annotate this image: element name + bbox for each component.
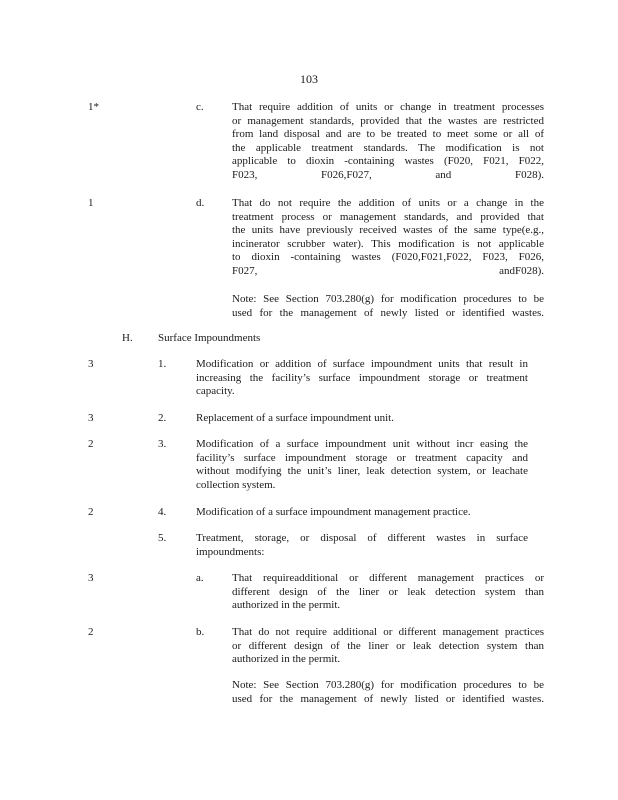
permit-class: 2 (88, 626, 94, 638)
text-line: Modification of a surface impoundment management practice. (196, 506, 471, 518)
text-line: Treatment, storage, or disposal of different wastes in surface (196, 532, 528, 544)
note (232, 293, 544, 320)
text-line: treatment process or management standards, and provided that (232, 210, 544, 223)
text-line: applicable to dioxin -containing wastes (F020, F021, F022, (232, 155, 544, 168)
item-label: 4. (158, 506, 167, 518)
item-text (232, 626, 544, 667)
text-line: increasing the facility’s surface impoundment storage or treatment (196, 371, 528, 384)
item-text (196, 506, 528, 520)
item-label: a. (196, 572, 204, 584)
text-line: F027, andF028). (232, 264, 544, 277)
text-line: or management standards, provided that the wastes are restricted (232, 114, 544, 127)
text-line: incinerator scrubber water). This modification is not applicable (232, 237, 544, 250)
item-text (232, 101, 544, 183)
item-label: 3. (158, 438, 167, 450)
text-line: capacity. (196, 385, 235, 398)
permit-class: 1 (88, 197, 94, 209)
text-line: Note: See Section 703.280(g) for modification procedures to be (232, 293, 544, 305)
permit-class: 3 (88, 412, 94, 424)
text-line: the applicable treatment standards. The modification is not (232, 141, 544, 154)
text-line: different design of the liner or leak detection system than (232, 585, 544, 598)
text-line: That require addition of units or change in treatment processes (232, 101, 544, 113)
text-line: impoundments: (196, 545, 265, 558)
text-line: F023, F026,F027, and F028). (232, 168, 544, 181)
section-heading: Surface Impoundments (158, 332, 261, 344)
item-text (196, 358, 528, 399)
text-line: facility’s surface impoundment storage or treatment capacity and (196, 451, 528, 464)
item-text (232, 572, 544, 613)
page-number: 103 (300, 72, 318, 86)
text-line: collection system. (196, 478, 276, 491)
permit-class: 2 (88, 438, 94, 450)
text-line: Modification or addition of surface impoundment units that result in (196, 358, 528, 370)
text-line: Note: See Section 703.280(g) for modification procedures to be (232, 679, 544, 691)
text-line: or different design of the liner or leak detection system than (232, 639, 544, 652)
item-label: c. (196, 101, 204, 113)
text-line: used for the management of newly listed or identified wastes. (232, 306, 544, 319)
text-line: from land disposal and are to be treated to meet some or all of (232, 128, 544, 141)
section-label: H. (122, 332, 133, 344)
text-line: authorized in the permit. (232, 599, 341, 612)
text-line: Modification of a surface impoundment unit without incr easing the (196, 438, 528, 450)
permit-class: 3 (88, 358, 94, 370)
text-line: authorized in the permit. (232, 653, 341, 666)
item-label: b. (196, 626, 205, 638)
text-line: the units have previously received wastes of the same type(e.g., (232, 224, 544, 237)
text-line: That do not require the addition of units or a change in the (232, 197, 544, 209)
permit-class: 1* (88, 101, 99, 113)
permit-class: 3 (88, 572, 94, 584)
item-text (196, 438, 528, 492)
text-line: to dioxin -containing wastes (F020,F021,F022, F023, F026, (232, 251, 544, 264)
note (232, 679, 544, 706)
item-text (196, 532, 528, 559)
item-text (232, 197, 544, 279)
item-label: 5. (158, 532, 167, 544)
text-line: without modifying the unit’s liner, leak detection system, or leachate (196, 465, 528, 478)
text-line: That requireadditional or different management practices or (232, 572, 544, 584)
text-line: That do not require additional or different management practices (232, 626, 544, 638)
item-text (196, 412, 528, 426)
item-label: 1. (158, 358, 167, 370)
text-line: used for the management of newly listed or identified wastes. (232, 692, 544, 705)
item-label: 2. (158, 412, 167, 424)
item-label: d. (196, 197, 205, 209)
permit-class: 2 (88, 506, 94, 518)
text-line: Replacement of a surface impoundment unit. (196, 412, 394, 424)
